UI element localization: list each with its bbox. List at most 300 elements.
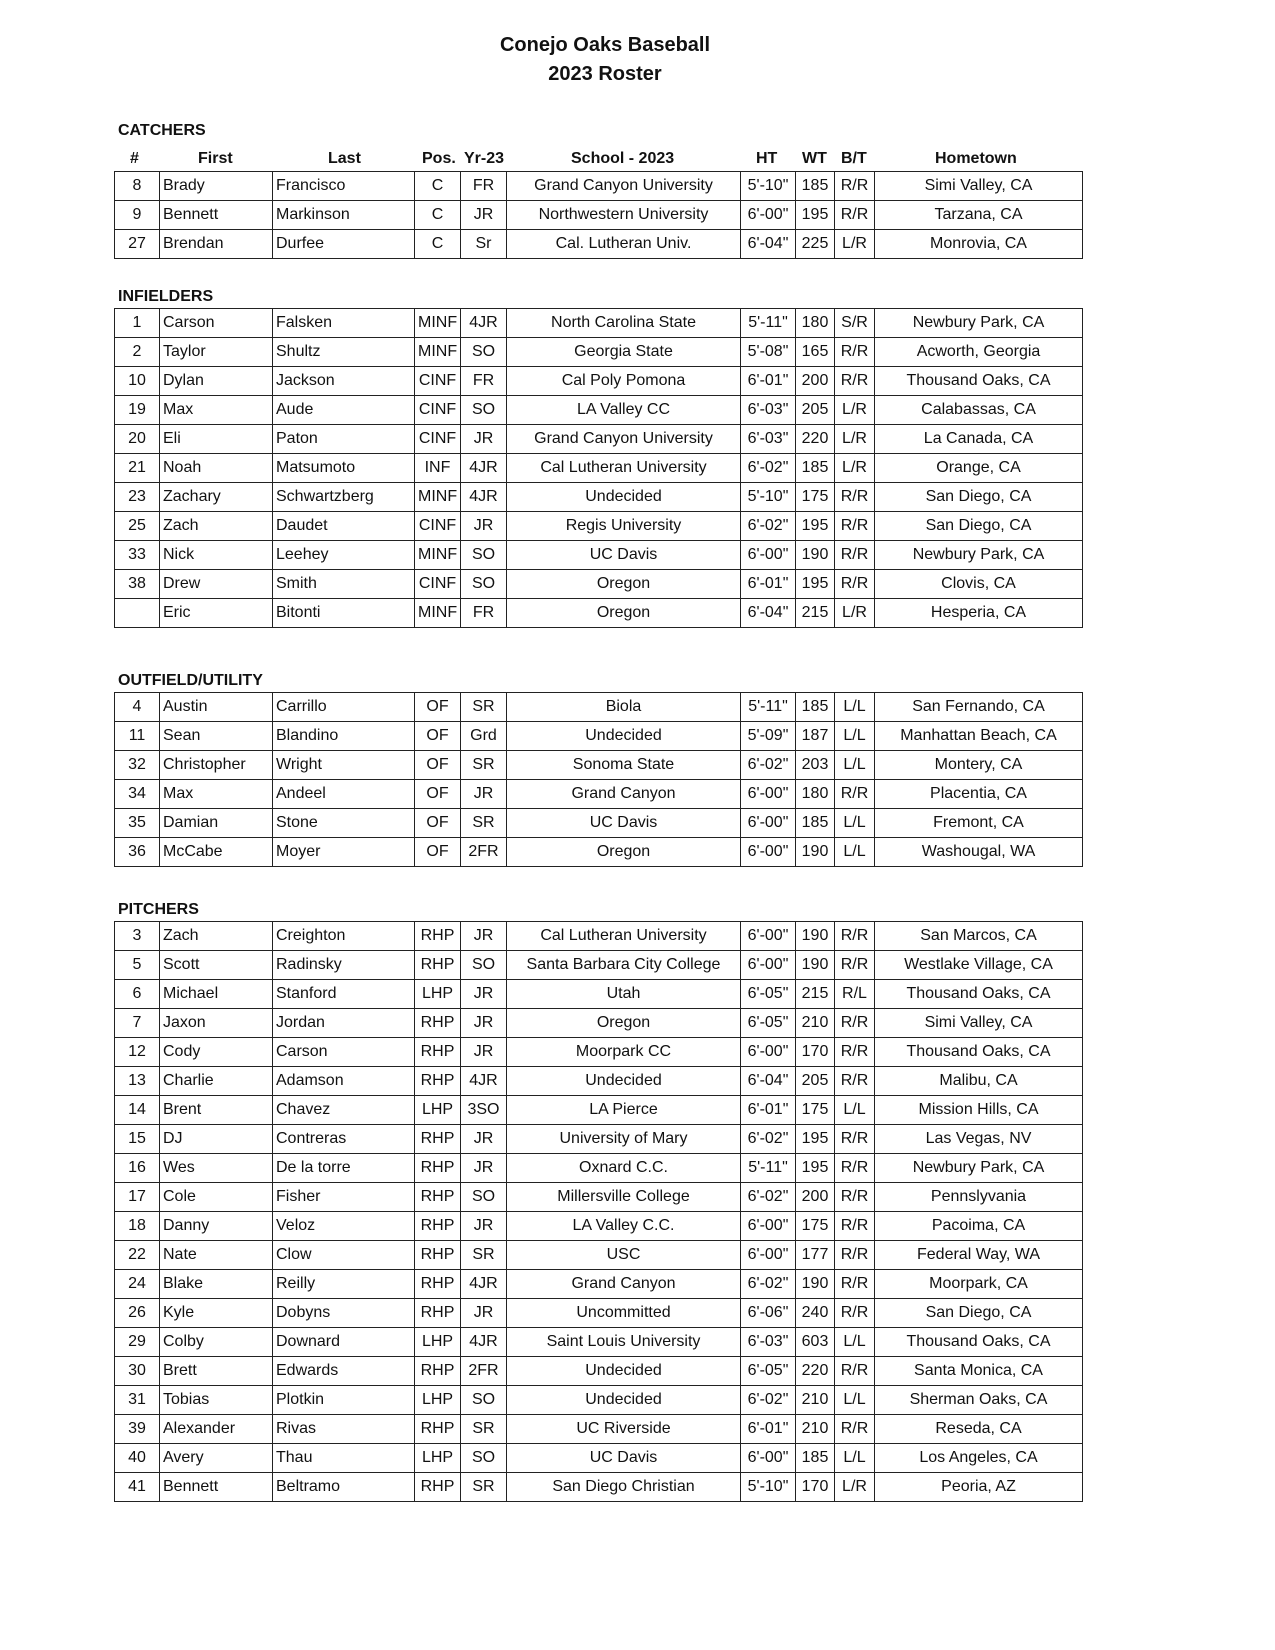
cell-height: 6'-00" xyxy=(741,809,796,838)
cell-bats-throws: R/L xyxy=(835,980,875,1009)
cell-last-name: Francisco xyxy=(273,172,415,201)
cell-last-name: Rivas xyxy=(273,1415,415,1444)
cell-position: C xyxy=(415,172,461,201)
cell-position: OF xyxy=(415,809,461,838)
table-row xyxy=(115,1154,1083,1183)
cell-bats-throws: L/L xyxy=(835,1444,875,1473)
cell-year: Grd xyxy=(461,722,507,751)
header-ht: HT xyxy=(756,150,778,167)
cell-school: LA Pierce xyxy=(507,1096,741,1125)
cell-height: 5'-10" xyxy=(741,1473,796,1502)
cell-year: SO xyxy=(461,1386,507,1415)
cell-year: SR xyxy=(461,809,507,838)
cell-height: 6'-02" xyxy=(741,454,796,483)
cell-year: Sr xyxy=(461,230,507,259)
cell-bats-throws: R/R xyxy=(835,1154,875,1183)
section-label-catchers: CATCHERS xyxy=(118,122,206,139)
cell-number: 39 xyxy=(115,1415,160,1444)
cell-number: 24 xyxy=(115,1270,160,1299)
cell-school: Undecided xyxy=(507,722,741,751)
cell-number: 20 xyxy=(115,425,160,454)
cell-school: Oregon xyxy=(507,1009,741,1038)
cell-bats-throws: R/R xyxy=(835,1067,875,1096)
cell-first-name: Sean xyxy=(160,722,273,751)
cell-height: 6'-00" xyxy=(741,201,796,230)
cell-hometown: Thousand Oaks, CA xyxy=(875,1038,1083,1067)
cell-last-name: Plotkin xyxy=(273,1386,415,1415)
cell-school: Moorpark CC xyxy=(507,1038,741,1067)
cell-last-name: Radinsky xyxy=(273,951,415,980)
table-row xyxy=(115,172,1083,201)
cell-weight: 205 xyxy=(796,1067,835,1096)
cell-year: SR xyxy=(461,1415,507,1444)
cell-weight: 185 xyxy=(796,1444,835,1473)
cell-bats-throws: R/R xyxy=(835,338,875,367)
cell-first-name: Blake xyxy=(160,1270,273,1299)
cell-height: 6'-05" xyxy=(741,1357,796,1386)
cell-last-name: Beltramo xyxy=(273,1473,415,1502)
cell-number: 18 xyxy=(115,1212,160,1241)
cell-first-name: Eric xyxy=(160,599,273,628)
cell-number: 21 xyxy=(115,454,160,483)
cell-first-name: Cody xyxy=(160,1038,273,1067)
cell-weight: 210 xyxy=(796,1009,835,1038)
cell-year: JR xyxy=(461,1299,507,1328)
header-yr: Yr-23 xyxy=(464,150,505,167)
cell-first-name: Zachary xyxy=(160,483,273,512)
cell-first-name: Danny xyxy=(160,1212,273,1241)
cell-last-name: Durfee xyxy=(273,230,415,259)
cell-hometown: Thousand Oaks, CA xyxy=(875,367,1083,396)
cell-school: Cal Poly Pomona xyxy=(507,367,741,396)
table-row xyxy=(115,1415,1083,1444)
cell-year: 2FR xyxy=(461,1357,507,1386)
cell-last-name: Dobyns xyxy=(273,1299,415,1328)
cell-year: SO xyxy=(461,1444,507,1473)
table-row xyxy=(115,570,1083,599)
cell-position: RHP xyxy=(415,1415,461,1444)
cell-first-name: Cole xyxy=(160,1183,273,1212)
cell-hometown: Fremont, CA xyxy=(875,809,1083,838)
cell-height: 6'-00" xyxy=(741,1038,796,1067)
page-title: Conejo Oaks Baseball xyxy=(499,34,711,56)
cell-height: 5'-11" xyxy=(741,1154,796,1183)
cell-position: RHP xyxy=(415,1125,461,1154)
cell-weight: 210 xyxy=(796,1386,835,1415)
cell-weight: 175 xyxy=(796,1096,835,1125)
cell-position: LHP xyxy=(415,1444,461,1473)
cell-year: 4JR xyxy=(461,1067,507,1096)
cell-weight: 185 xyxy=(796,809,835,838)
cell-weight: 185 xyxy=(796,454,835,483)
cell-bats-throws: R/R xyxy=(835,1357,875,1386)
cell-bats-throws: R/R xyxy=(835,1009,875,1038)
cell-last-name: Falsken xyxy=(273,309,415,338)
cell-number: 33 xyxy=(115,541,160,570)
cell-number: 40 xyxy=(115,1444,160,1473)
cell-first-name: Bennett xyxy=(160,201,273,230)
cell-weight: 180 xyxy=(796,780,835,809)
table-row xyxy=(115,599,1083,628)
cell-last-name: Stone xyxy=(273,809,415,838)
cell-height: 6'-02" xyxy=(741,512,796,541)
cell-hometown: Clovis, CA xyxy=(875,570,1083,599)
cell-first-name: Carson xyxy=(160,309,273,338)
cell-last-name: Shultz xyxy=(273,338,415,367)
cell-weight: 240 xyxy=(796,1299,835,1328)
header-num: # xyxy=(130,150,139,167)
cell-weight: 220 xyxy=(796,425,835,454)
cell-school: Oregon xyxy=(507,599,741,628)
cell-weight: 200 xyxy=(796,1183,835,1212)
cell-bats-throws: L/L xyxy=(835,1386,875,1415)
cell-first-name: Nate xyxy=(160,1241,273,1270)
table-row xyxy=(115,1299,1083,1328)
cell-first-name: Max xyxy=(160,780,273,809)
cell-bats-throws: R/R xyxy=(835,1241,875,1270)
cell-number: 38 xyxy=(115,570,160,599)
cell-height: 6'-01" xyxy=(741,1096,796,1125)
table-row xyxy=(115,980,1083,1009)
cell-last-name: Stanford xyxy=(273,980,415,1009)
cell-hometown: Placentia, CA xyxy=(875,780,1083,809)
cell-position: OF xyxy=(415,780,461,809)
cell-weight: 603 xyxy=(796,1328,835,1357)
cell-school: LA Valley C.C. xyxy=(507,1212,741,1241)
cell-school: UC Davis xyxy=(507,809,741,838)
cell-position: OF xyxy=(415,693,461,722)
cell-school: Uncommitted xyxy=(507,1299,741,1328)
cell-number: 7 xyxy=(115,1009,160,1038)
cell-height: 6'-00" xyxy=(741,838,796,867)
cell-position: MINF xyxy=(415,483,461,512)
cell-last-name: Matsumoto xyxy=(273,454,415,483)
cell-first-name: Eli xyxy=(160,425,273,454)
cell-last-name: Smith xyxy=(273,570,415,599)
cell-last-name: Creighton xyxy=(273,922,415,951)
cell-first-name: Austin xyxy=(160,693,273,722)
cell-number: 1 xyxy=(115,309,160,338)
cell-weight: 200 xyxy=(796,367,835,396)
cell-position: OF xyxy=(415,722,461,751)
cell-position: C xyxy=(415,230,461,259)
cell-position: MINF xyxy=(415,309,461,338)
cell-number: 5 xyxy=(115,951,160,980)
cell-bats-throws: L/L xyxy=(835,838,875,867)
cell-year: JR xyxy=(461,780,507,809)
cell-last-name: Schwartzberg xyxy=(273,483,415,512)
table-row xyxy=(115,483,1083,512)
cell-position: RHP xyxy=(415,1009,461,1038)
table-row xyxy=(115,1125,1083,1154)
cell-last-name: Wright xyxy=(273,751,415,780)
cell-first-name: Christopher xyxy=(160,751,273,780)
cell-bats-throws: L/R xyxy=(835,230,875,259)
cell-school: Biola xyxy=(507,693,741,722)
cell-number: 41 xyxy=(115,1473,160,1502)
cell-number: 9 xyxy=(115,201,160,230)
cell-first-name: Brendan xyxy=(160,230,273,259)
table-row xyxy=(115,1473,1083,1502)
cell-number: 16 xyxy=(115,1154,160,1183)
cell-year: FR xyxy=(461,172,507,201)
cell-position: RHP xyxy=(415,922,461,951)
cell-year: 4JR xyxy=(461,454,507,483)
cell-school: Saint Louis University xyxy=(507,1328,741,1357)
cell-year: SO xyxy=(461,1183,507,1212)
cell-number: 22 xyxy=(115,1241,160,1270)
cell-hometown: Westlake Village, CA xyxy=(875,951,1083,980)
cell-year: SR xyxy=(461,751,507,780)
cell-first-name: Jaxon xyxy=(160,1009,273,1038)
outfield-table xyxy=(114,692,1083,867)
cell-year: JR xyxy=(461,512,507,541)
cell-number: 35 xyxy=(115,809,160,838)
cell-last-name: Leehey xyxy=(273,541,415,570)
cell-last-name: Fisher xyxy=(273,1183,415,1212)
cell-weight: 175 xyxy=(796,483,835,512)
table-row xyxy=(115,1270,1083,1299)
cell-last-name: Chavez xyxy=(273,1096,415,1125)
cell-number: 11 xyxy=(115,722,160,751)
cell-year: SR xyxy=(461,693,507,722)
cell-number: 30 xyxy=(115,1357,160,1386)
cell-height: 6'-00" xyxy=(741,1241,796,1270)
cell-last-name: Carrillo xyxy=(273,693,415,722)
cell-last-name: Blandino xyxy=(273,722,415,751)
table-row xyxy=(115,922,1083,951)
cell-weight: 180 xyxy=(796,309,835,338)
cell-year: 2FR xyxy=(461,838,507,867)
cell-last-name: Jackson xyxy=(273,367,415,396)
cell-bats-throws: R/R xyxy=(835,1038,875,1067)
cell-position: RHP xyxy=(415,1299,461,1328)
cell-weight: 165 xyxy=(796,338,835,367)
cell-number: 13 xyxy=(115,1067,160,1096)
header-school: School - 2023 xyxy=(571,150,675,167)
cell-bats-throws: L/L xyxy=(835,722,875,751)
cell-weight: 190 xyxy=(796,1270,835,1299)
table-row xyxy=(115,512,1083,541)
table-row xyxy=(115,338,1083,367)
cell-number: 17 xyxy=(115,1183,160,1212)
cell-weight: 195 xyxy=(796,1125,835,1154)
cell-year: SR xyxy=(461,1241,507,1270)
cell-bats-throws: L/R xyxy=(835,396,875,425)
cell-last-name: Downard xyxy=(273,1328,415,1357)
table-row xyxy=(115,1328,1083,1357)
cell-bats-throws: L/R xyxy=(835,1473,875,1502)
cell-number: 2 xyxy=(115,338,160,367)
cell-bats-throws: R/R xyxy=(835,951,875,980)
cell-year: 3SO xyxy=(461,1096,507,1125)
cell-year: JR xyxy=(461,980,507,1009)
cell-first-name: Kyle xyxy=(160,1299,273,1328)
cell-school: North Carolina State xyxy=(507,309,741,338)
cell-number: 34 xyxy=(115,780,160,809)
cell-year: JR xyxy=(461,1212,507,1241)
page-subtitle: 2023 Roster xyxy=(548,63,662,85)
cell-position: LHP xyxy=(415,1096,461,1125)
cell-bats-throws: L/R xyxy=(835,425,875,454)
cell-number: 19 xyxy=(115,396,160,425)
cell-hometown: Acworth, Georgia xyxy=(875,338,1083,367)
cell-bats-throws: L/R xyxy=(835,454,875,483)
cell-position: RHP xyxy=(415,1183,461,1212)
cell-position: RHP xyxy=(415,1241,461,1270)
cell-height: 6'-03" xyxy=(741,425,796,454)
section-label-outfield: OUTFIELD/UTILITY xyxy=(118,672,263,689)
cell-hometown: Thousand Oaks, CA xyxy=(875,980,1083,1009)
cell-bats-throws: S/R xyxy=(835,309,875,338)
cell-hometown: Orange, CA xyxy=(875,454,1083,483)
cell-school: Undecided xyxy=(507,1067,741,1096)
cell-number: 6 xyxy=(115,980,160,1009)
cell-bats-throws: R/R xyxy=(835,172,875,201)
cell-hometown: Thousand Oaks, CA xyxy=(875,1328,1083,1357)
cell-school: USC xyxy=(507,1241,741,1270)
cell-hometown: Hesperia, CA xyxy=(875,599,1083,628)
cell-school: Oregon xyxy=(507,838,741,867)
cell-position: RHP xyxy=(415,1473,461,1502)
cell-bats-throws: L/L xyxy=(835,751,875,780)
cell-weight: 210 xyxy=(796,1415,835,1444)
table-row xyxy=(115,751,1083,780)
cell-school: Undecided xyxy=(507,1386,741,1415)
cell-weight: 220 xyxy=(796,1357,835,1386)
cell-height: 6'-05" xyxy=(741,980,796,1009)
cell-last-name: Veloz xyxy=(273,1212,415,1241)
cell-position: RHP xyxy=(415,1038,461,1067)
cell-school: Regis University xyxy=(507,512,741,541)
cell-height: 6'-02" xyxy=(741,1386,796,1415)
cell-weight: 190 xyxy=(796,541,835,570)
header-hometown: Hometown xyxy=(935,150,1017,167)
cell-school: Santa Barbara City College xyxy=(507,951,741,980)
cell-year: SO xyxy=(461,541,507,570)
cell-height: 6'-02" xyxy=(741,1125,796,1154)
cell-hometown: Simi Valley, CA xyxy=(875,1009,1083,1038)
cell-hometown: Sherman Oaks, CA xyxy=(875,1386,1083,1415)
cell-height: 6'-01" xyxy=(741,1415,796,1444)
cell-height: 6'-00" xyxy=(741,541,796,570)
cell-first-name: Zach xyxy=(160,922,273,951)
cell-weight: 215 xyxy=(796,980,835,1009)
cell-school: Utah xyxy=(507,980,741,1009)
cell-hometown: San Marcos, CA xyxy=(875,922,1083,951)
cell-year: JR xyxy=(461,1125,507,1154)
cell-first-name: Drew xyxy=(160,570,273,599)
cell-first-name: Brent xyxy=(160,1096,273,1125)
cell-hometown: Malibu, CA xyxy=(875,1067,1083,1096)
cell-number: 4 xyxy=(115,693,160,722)
cell-last-name: Andeel xyxy=(273,780,415,809)
cell-bats-throws: R/R xyxy=(835,922,875,951)
cell-bats-throws: R/R xyxy=(835,512,875,541)
cell-weight: 195 xyxy=(796,570,835,599)
cell-bats-throws: R/R xyxy=(835,780,875,809)
cell-hometown: San Diego, CA xyxy=(875,512,1083,541)
cell-first-name: Nick xyxy=(160,541,273,570)
cell-weight: 195 xyxy=(796,512,835,541)
cell-hometown: Mission Hills, CA xyxy=(875,1096,1083,1125)
cell-height: 6'-03" xyxy=(741,396,796,425)
cell-last-name: Moyer xyxy=(273,838,415,867)
cell-first-name: Wes xyxy=(160,1154,273,1183)
cell-weight: 205 xyxy=(796,396,835,425)
cell-number: 15 xyxy=(115,1125,160,1154)
header-pos: Pos. xyxy=(422,150,456,167)
cell-number: 10 xyxy=(115,367,160,396)
cell-last-name: Adamson xyxy=(273,1067,415,1096)
cell-school: LA Valley CC xyxy=(507,396,741,425)
cell-weight: 190 xyxy=(796,838,835,867)
cell-year: JR xyxy=(461,1009,507,1038)
cell-hometown: Santa Monica, CA xyxy=(875,1357,1083,1386)
cell-school: Undecided xyxy=(507,483,741,512)
cell-year: 4JR xyxy=(461,1328,507,1357)
table-row xyxy=(115,1183,1083,1212)
cell-bats-throws: R/R xyxy=(835,1270,875,1299)
cell-position: RHP xyxy=(415,1154,461,1183)
cell-number: 26 xyxy=(115,1299,160,1328)
cell-first-name: Dylan xyxy=(160,367,273,396)
cell-number xyxy=(115,599,160,628)
cell-first-name: Colby xyxy=(160,1328,273,1357)
cell-height: 6'-02" xyxy=(741,1183,796,1212)
column-header-row xyxy=(114,150,1082,172)
cell-number: 3 xyxy=(115,922,160,951)
cell-position: RHP xyxy=(415,1212,461,1241)
cell-year: SO xyxy=(461,951,507,980)
cell-height: 5'-09" xyxy=(741,722,796,751)
cell-bats-throws: L/L xyxy=(835,693,875,722)
cell-last-name: Daudet xyxy=(273,512,415,541)
cell-last-name: Jordan xyxy=(273,1009,415,1038)
cell-position: INF xyxy=(415,454,461,483)
cell-weight: 195 xyxy=(796,1154,835,1183)
cell-school: Grand Canyon University xyxy=(507,172,741,201)
cell-first-name: Max xyxy=(160,396,273,425)
cell-number: 27 xyxy=(115,230,160,259)
table-row xyxy=(115,541,1083,570)
cell-hometown: Newbury Park, CA xyxy=(875,541,1083,570)
cell-height: 6'-06" xyxy=(741,1299,796,1328)
cell-year: JR xyxy=(461,1154,507,1183)
cell-weight: 190 xyxy=(796,951,835,980)
cell-first-name: Noah xyxy=(160,454,273,483)
cell-number: 23 xyxy=(115,483,160,512)
table-row xyxy=(115,396,1083,425)
table-row xyxy=(115,722,1083,751)
cell-school: Grand Canyon University xyxy=(507,425,741,454)
cell-hometown: Washougal, WA xyxy=(875,838,1083,867)
cell-height: 5'-11" xyxy=(741,693,796,722)
cell-bats-throws: R/R xyxy=(835,1183,875,1212)
cell-year: 4JR xyxy=(461,1270,507,1299)
cell-school: UC Davis xyxy=(507,541,741,570)
cell-height: 6'-01" xyxy=(741,570,796,599)
cell-school: San Diego Christian xyxy=(507,1473,741,1502)
cell-year: FR xyxy=(461,367,507,396)
cell-height: 5'-11" xyxy=(741,309,796,338)
cell-bats-throws: L/R xyxy=(835,599,875,628)
cell-weight: 225 xyxy=(796,230,835,259)
cell-year: FR xyxy=(461,599,507,628)
cell-weight: 215 xyxy=(796,599,835,628)
cell-bats-throws: R/R xyxy=(835,367,875,396)
cell-school: Oxnard C.C. xyxy=(507,1154,741,1183)
